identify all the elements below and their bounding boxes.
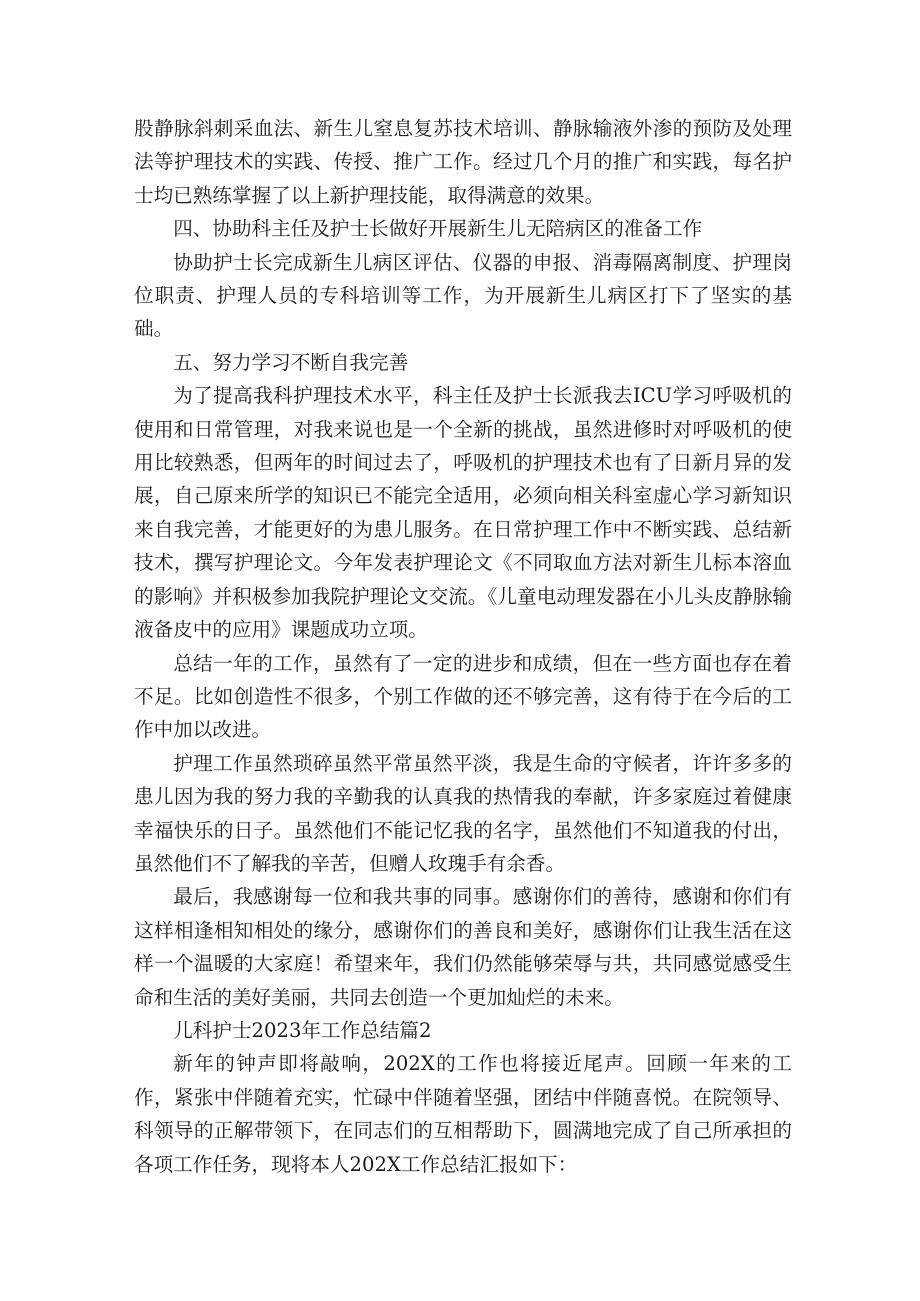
paragraph: 为了提高我科护理技术水平，科主任及护士长派我去ICU学习呼吸机的使用和日常管理，对我来说也是一个全新的挑战，虽然进修时对呼吸机的使用比较熟悉，但两年的时间过去了，呼吸机的护理技术也有了日新月异的发展，自己原来所学的知识已不能完全适用，必须向相关科室虚心学习新知识来自我完善，才能更好的为患儿服务。在日常护理工作中不断实践、总结新技术，撰写护理论文。今年发表护理论文《不同取血方法对新生儿标本溶血的影响》并积极参加我院护理论文交流。《儿童电动理发器在小儿头皮静脉输液备皮中的应用》课题成功立项。 xyxy=(134,384,792,642)
paragraph: 最后，我感谢每一位和我共事的同事。感谢你们的善待，感谢和你们有这样相逢相知相处的缘分，感谢你们的善良和美好，感谢你们让我生活在这样一个温暖的大家庭！希望来年，我们仍然能够荣辱与共，共同感觉感受生命和生活的美好美丽，共同去创造一个更加灿烂的未来。 xyxy=(134,885,792,1009)
paragraph: 总结一年的工作，虽然有了一定的进步和成绩，但在一些方面也存在着不足。比如创造性不很多，个别工作做的还不够完善，这有待于在今后的工作中加以改进。 xyxy=(134,651,792,742)
document-body xyxy=(134,112,792,1181)
section-heading-5: 五、努力学习不断自我完善 xyxy=(173,350,409,374)
paragraph-continuation: 股静脉斜刺采血法、新生儿窒息复苏技术培训、静脉输液外渗的预防及处理法等护理技术的实践、传授、推广工作。经过几个月的推广和实践，每名护士均已熟练掌握了以上新护理技能，取得满意的效果。 xyxy=(134,117,792,207)
paragraph: 协助护士长完成新生儿病区评估、仪器的申报、消毒隔离制度、护理岗位职责、护理人员的专科培训等工作，为开展新生儿病区打下了坚实的基础。 xyxy=(134,250,792,341)
section-heading-4: 四、协助科主任及护士长做好开展新生儿无陪病区的准备工作 xyxy=(173,217,703,241)
article-title-2: 儿科护士2023年工作总结篇2 xyxy=(173,1018,432,1042)
paragraph: 护理工作虽然琐碎虽然平常虽然平淡，我是生命的守候者，许许多多的患儿因为我的努力我的辛勤我的认真我的热情我的奉献，许多家庭过着健康幸福快乐的日子。虽然他们不能记忆我的名字，虽然他们不知道我的付出，虽然他们不了解我的辛苦，但赠人玫瑰手有余香。 xyxy=(134,751,792,875)
paragraph: 新年的钟声即将敲响，202X的工作也将接近尾声。回顾一年来的工作，紧张中伴随着充实，忙碌中伴随着坚强，团结中伴随喜悦。在院领导、科领导的正解带领下，在同志们的互相帮助下，圆满地完成了自己所承担的各项工作任务，现将本人202X工作总结汇报如下： xyxy=(134,1052,792,1176)
